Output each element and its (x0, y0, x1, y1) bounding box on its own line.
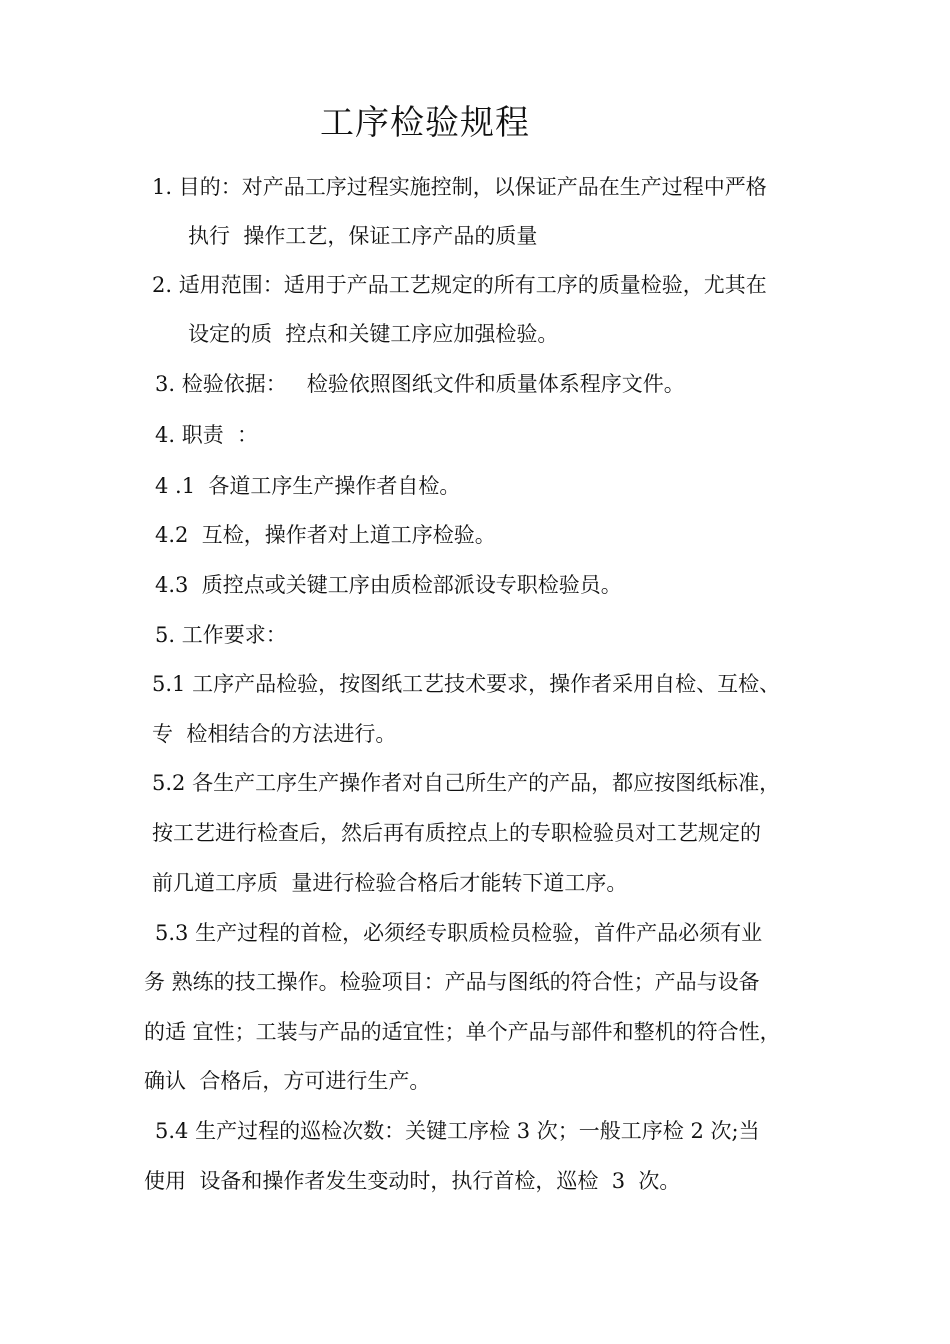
paragraph-line-3 (152, 270, 806, 300)
line-text: 的适 宜性；工装与产品的适宜性；单个产品与部件和整机的符合性， (144, 1020, 781, 1044)
line-text: 5.1 工序产品检验，按图纸工艺技术要求，操作者采用自检、互检、 (152, 672, 781, 696)
paragraph-line-1 (152, 172, 806, 202)
paragraph-line-11 (152, 669, 806, 699)
line-text: 按工艺进行检查后，然后再有质控点上的专职检验员对工艺规定的 (152, 821, 761, 845)
paragraph-line-2: 执行 操作工艺，保证工序产品的质量 (188, 224, 538, 248)
document-title: 工序检验规程 (320, 103, 530, 143)
paragraph-line-18 (144, 1017, 806, 1047)
paragraph-line-5: 3. 检验依据： 检验依照图纸文件和质量体系程序文件。 (155, 372, 685, 396)
paragraph-line-20 (155, 1116, 806, 1146)
paragraph-line-16 (155, 918, 806, 948)
paragraph-line-19: 确认 合格后，方可进行生产。 (144, 1069, 431, 1093)
line-text: 5.2 各生产工序生产操作者对自己所生产的产品，都应按图纸标准， (152, 771, 781, 795)
paragraph-line-6: 4. 职责 ： (155, 423, 259, 447)
line-text: 5.3 生产过程的首检，必须经专职质检员检验，首件产品必须有业 (155, 921, 763, 945)
line-text: 5.4 生产过程的巡检次数：关键工序检 3 次；一般工序检 2 次;当 (155, 1119, 760, 1143)
line-text: 务 熟练的技工操作。检验项目：产品与图纸的符合性；产品与设备 (144, 970, 760, 994)
paragraph-line-13 (152, 768, 806, 798)
paragraph-line-8: 4.2 互检，操作者对上道工序检验。 (155, 523, 496, 547)
line-text: 1. 目的：对产品工序过程实施控制，以保证产品在生产过程中严格 (152, 175, 767, 199)
paragraph-line-15: 前几道工序质 量进行检验合格后才能转下道工序。 (152, 871, 628, 895)
paragraph-line-7: 4 .1 各道工序生产操作者自检。 (155, 474, 461, 498)
paragraph-line-21: 使用 设备和操作者发生变动时，执行首检，巡检 3 次。 (144, 1169, 681, 1193)
paragraph-line-9: 4.3 质控点或关键工序由质检部派设专职检验员。 (155, 573, 622, 597)
paragraph-line-17 (144, 967, 806, 997)
paragraph-line-10: 5. 工作要求： (155, 623, 287, 647)
paragraph-line-4: 设定的质 控点和关键工序应加强检验。 (188, 322, 559, 346)
paragraph-line-14 (152, 818, 806, 848)
paragraph-line-12: 专 检相结合的方法进行。 (152, 722, 397, 746)
line-text: 2. 适用范围：适用于产品工艺规定的所有工序的质量检验，尤其在 (152, 273, 767, 297)
